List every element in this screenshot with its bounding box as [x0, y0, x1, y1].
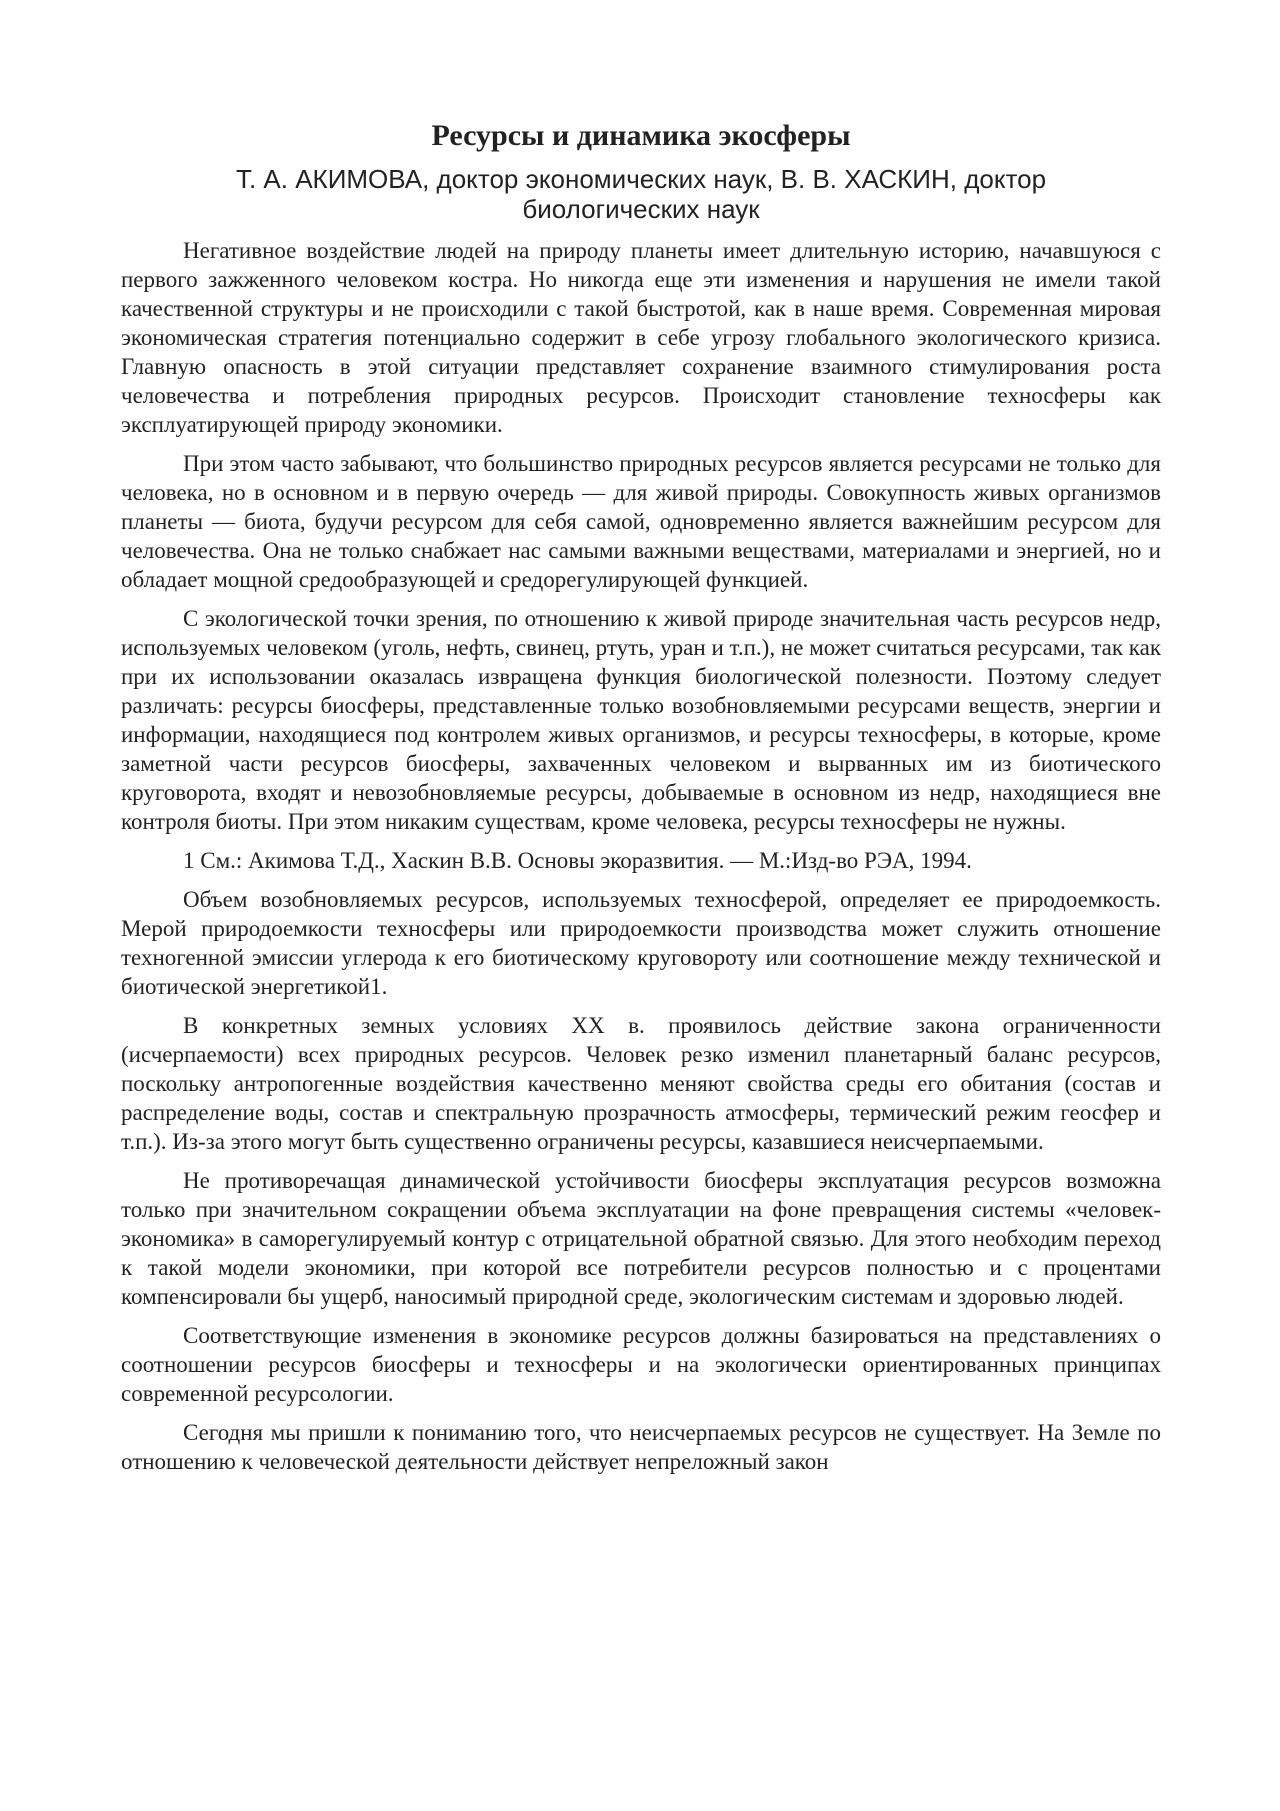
- paragraph-8: Сегодня мы пришли к пониманию того, что неисчерпаемых ресурсов не существует. На Земле по отношению к человеческой деятельности действует непреложный закон: [121, 1420, 1161, 1474]
- paragraph-3: С экологической точки зрения, по отношению к живой природе значительная часть ресурсов недр, используемых человеком (уголь, нефть, свинец, ртуть, уран и т.п.), не может считаться ресурсами, так как при их использовании оказалась извращена функция биологической полезности. Поэтому следует различать: ресурсы биосферы, представленные только возобновляемыми ресурсами веществ, энергии и информации, находящиеся под контролем живых организмов, и ресурсы техносферы, в которые, кроме заметной части ресурсов биосферы, захваченных человеком и вырванных им из биотического круговорота, входят и невозобновляемые ресурсы, добываемые в основном из недр, находящиеся вне контроля биоты. При этом никаким существам, кроме человека, ресурсы техносферы не нужны.: [121, 606, 1161, 834]
- paragraph-6: Не противоречащая динамической устойчивости биосферы эксплуатация ресурсов возможна только при значительном сокращении объема эксплуатации на фоне превращения системы «человек-экономика» в саморегулируемый контур с отрицательной обратной связью. Для этого необходим переход к такой модели экономики, при которой все потребители ресурсов полностью и с процентами компенсировали бы ущерб, наносимый природной среде, экологическим системам и здоровью людей.: [121, 1168, 1161, 1309]
- article-title: Ресурсы и динамика экосферы: [431, 119, 851, 152]
- paragraph-7: Соответствующие изменения в экономике ресурсов должны базироваться на представлениях о соотношении ресурсов биосферы и техносферы и на экологически ориентированных принципах современной ресурсологии.: [121, 1323, 1161, 1406]
- footnote: 1 См.: Акимова Т.Д., Хаскин В.В. Основы экоразвития. — М.:Изд-во РЭА, 1994.: [183, 848, 972, 873]
- paragraph-5: В конкретных земных условиях XX в. проявилось действие закона ограниченности (исчерпаемости) всех природных ресурсов. Человек резко изменил планетарный баланс ресурсов, поскольку антропогенные воздействия качественно меняют свойства среды его обитания (состав и распределение воды, состав и спектральную прозрачность атмосферы, термический режим геосфер и т.п.). Из-за этого могут быть существенно ограничены ресурсы, казавшиеся неисчерпаемыми.: [121, 1013, 1161, 1154]
- paragraph-4: Объем возобновляемых ресурсов, используемых техносферой, определяет ее природоемкость. Мерой природоемкости техносферы или природоемкости производства может служить отношение техногенной эмиссии углерода к его биотическому круговороту или соотношение между технической и биотической энергетикой1.: [121, 887, 1161, 999]
- article-authors: Т. А. АКИМОВА, доктор экономических наук, В. В. ХАСКИН, доктор биологических наук: [235, 164, 1047, 224]
- paragraph-2: При этом часто забывают, что большинство природных ресурсов является ресурсами не только для человека, но в основном и в первую очередь — для живой природы. Совокупность живых организмов планеты — биота, будучи ресурсом для себя самой, одновременно является важнейшим ресурсом для человечества. Она не только снабжает нас самыми важными веществами, материалами и энергией, но и обладает мощной средообразующей и средорегулирующей функцией.: [121, 451, 1161, 592]
- document-page: [121, 118, 1161, 1476]
- paragraph-1: Негативное воздействие людей на природу планеты имеет длительную историю, начавшуюся с первого зажженного человеком костра. Но никогда еще эти изменения и нарушения не имели такой качественной структуры и не происходили с такой быстротой, как в наше время. Современная мировая экономическая стратегия потенциально содержит в себе угрозу глобального экологического кризиса. Главную опасность в этой ситуации представляет сохранение взаимного стимулирования роста человечества и потребления природных ресурсов. Происходит становление техносферы как эксплуатирующей природу экономики.: [121, 238, 1161, 437]
